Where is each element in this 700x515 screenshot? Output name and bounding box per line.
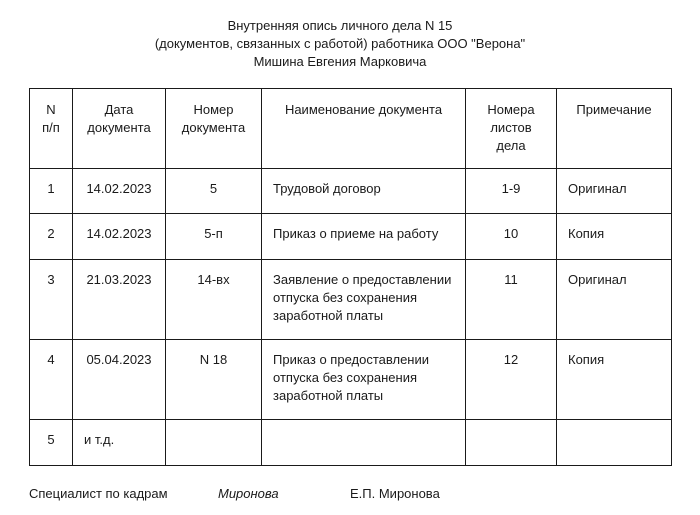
cell-sheets: 1-9 [466, 169, 557, 214]
signer-role: Специалист по кадрам [29, 486, 168, 501]
cell-note: Копия [557, 340, 672, 420]
cell-doc-number: 14-вх [166, 260, 262, 340]
header-note: Примечание [557, 89, 672, 169]
cell-doc-name [262, 420, 466, 466]
table-row [30, 340, 672, 420]
header-num: N п/п [30, 89, 73, 169]
cell-num: 2 [30, 214, 73, 260]
cell-date: 14.02.2023 [73, 169, 166, 214]
header-date: Дата документа [73, 89, 166, 169]
cell-note: Оригинал [557, 260, 672, 340]
cell-sheets: 12 [466, 340, 557, 420]
cell-sheets: 11 [466, 260, 557, 340]
signature-line [29, 485, 669, 503]
cell-doc-name: Приказ о предоставлении отпуска без сохранения заработной платы [262, 340, 466, 420]
signer-name: Е.П. Миронова [350, 486, 440, 501]
table-row [30, 169, 672, 214]
cell-doc-number: 5-п [166, 214, 262, 260]
cell-note: Копия [557, 214, 672, 260]
cell-note: Оригинал [557, 169, 672, 214]
table-row [30, 260, 672, 340]
cell-date: 21.03.2023 [73, 260, 166, 340]
cell-num: 3 [30, 260, 73, 340]
inventory-table [29, 88, 672, 466]
cell-doc-number [166, 420, 262, 466]
cell-num: 1 [30, 169, 73, 214]
table-row [30, 420, 672, 466]
cell-date: 14.02.2023 [73, 214, 166, 260]
title-line-1: Внутренняя опись личного дела N 15 [227, 18, 453, 33]
cell-date: и т.д. [73, 420, 166, 466]
cell-note [557, 420, 672, 466]
table-header-row [30, 89, 672, 169]
title-line-3: Мишина Евгения Марковича [253, 54, 427, 69]
cell-sheets: 10 [466, 214, 557, 260]
header-doc-name: Наименование документа [262, 89, 466, 169]
cell-date: 05.04.2023 [73, 340, 166, 420]
document-title [0, 17, 680, 71]
title-line-2: (документов, связанных с работой) работника ООО "Верона" [154, 36, 526, 51]
cell-doc-name: Трудовой договор [262, 169, 466, 214]
cell-doc-number: N 18 [166, 340, 262, 420]
header-sheets: Номера листов дела [466, 89, 557, 169]
header-doc-number: Номер документа [166, 89, 262, 169]
cell-doc-name: Заявление о предоставлении отпуска без сохранения заработной платы [262, 260, 466, 340]
signature: Миронова [218, 486, 279, 501]
cell-doc-name: Приказ о приеме на работу [262, 214, 466, 260]
cell-num: 4 [30, 340, 73, 420]
cell-num: 5 [30, 420, 73, 466]
table-row [30, 214, 672, 260]
cell-sheets [466, 420, 557, 466]
cell-doc-number: 5 [166, 169, 262, 214]
